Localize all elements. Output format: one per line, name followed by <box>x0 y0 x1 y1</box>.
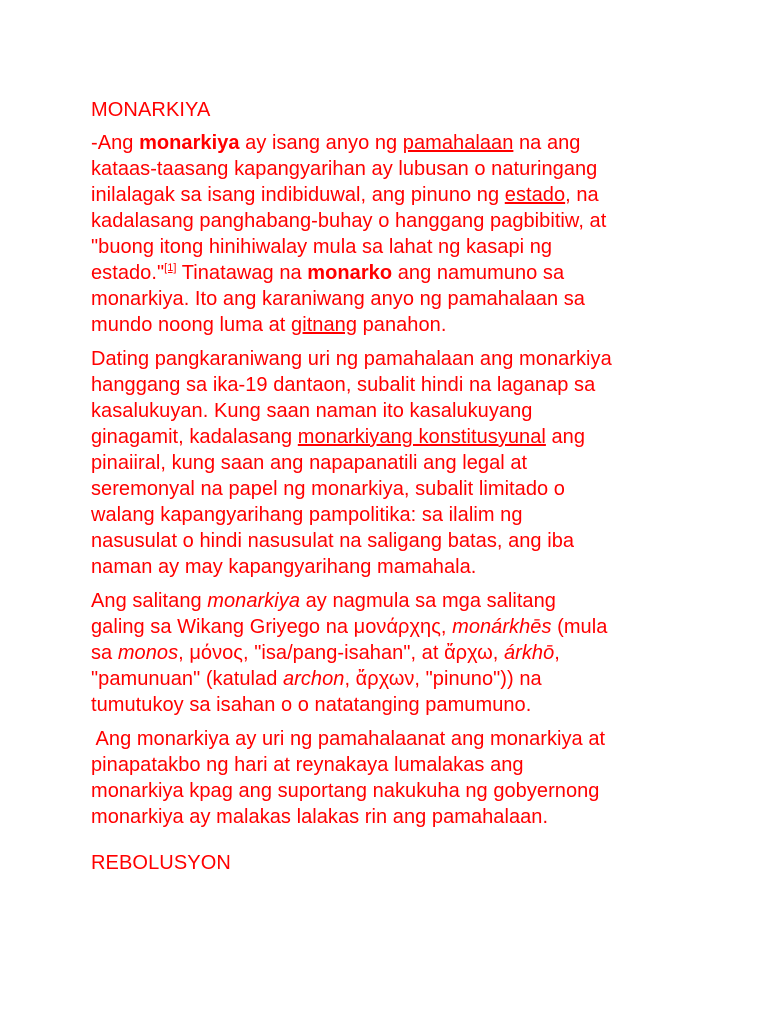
heading-rebolusyon: REBOLUSYON <box>91 852 231 874</box>
p1-line-3 <box>91 182 691 208</box>
italic-term-archon: archon <box>283 668 345 690</box>
p1-line-2: kataas-taasang kapangyarihan ay lubusan o naturingang <box>91 158 598 180</box>
link-pamahalaan[interactable]: pamahalaan <box>402 132 514 154</box>
italic-term-arkho: árkhō <box>504 642 555 664</box>
p1-line-6 <box>91 260 691 286</box>
p1-line-7: monarkiya. Ito ang karaniwang anyo ng pamahalaan sa <box>91 288 585 310</box>
citation-link-1[interactable]: [1] <box>164 262 177 274</box>
text: Tinatawag na <box>176 262 308 284</box>
p3-line-5: tumutukoy sa isahan o o natatanging pamumuno. <box>91 694 532 716</box>
text: (mula <box>551 616 608 638</box>
text: estado." <box>91 262 165 284</box>
text: Ang salitang <box>91 590 208 612</box>
p2-line-7: walang kapangyarihang pampolitika: sa ilalim ng <box>91 504 523 526</box>
italic-term-monarkiya: monarkiya <box>207 590 301 612</box>
p1-line-4: kadalasang panghabang-buhay o hanggang pagbibitiw, at <box>91 210 607 232</box>
p3-line-2 <box>91 614 691 640</box>
p2-line-6: seremonyal na papel ng monarkiya, subalit limitado o <box>91 478 565 500</box>
text: panahon. <box>357 314 447 336</box>
text: , μόνος, "isa/pang-isahan", at ἄρχω, <box>178 642 504 664</box>
text: inilalagak sa isang indibiduwal, ang pinuno ng <box>91 184 505 206</box>
bold-term-monarkiya: monarkiya <box>139 132 240 154</box>
paragraph-4 <box>91 726 691 830</box>
text: , ἄρχων, "pinuno")) na <box>344 668 542 690</box>
text: na ang <box>513 132 581 154</box>
text: mundo noong luma at <box>91 314 292 336</box>
p2-line-4 <box>91 424 691 450</box>
paragraph-1 <box>91 130 691 338</box>
text: ay isang anyo ng <box>239 132 403 154</box>
bold-term-monarko: monarko <box>307 262 393 284</box>
p2-line-3: kasalukuyan. Kung saan naman ito kasalukuyang <box>91 400 533 422</box>
p2-line-8: nasusulat o hindi nasusulat na saligang batas, ang iba <box>91 530 575 552</box>
text: ang namumuno sa <box>392 262 565 284</box>
p4-line-2: pinapatakbo ng hari at reynakaya lumalakas ang <box>91 754 524 776</box>
text: "pamunuan" (katulad <box>91 668 283 690</box>
p4-line-3: monarkiya kpag ang suportang nakukuha ng gobyernong <box>91 780 600 802</box>
p2-line-2: hanggang sa ika-19 dantaon, subalit hindi na laganap sa <box>91 374 596 396</box>
italic-term-monarkhes: monárkhēs <box>452 616 552 638</box>
paragraph-3 <box>91 588 691 718</box>
p3-line-3 <box>91 640 691 666</box>
p2-line-9: naman ay may kapangyarihang mamahala. <box>91 556 477 578</box>
text: , na <box>565 184 599 206</box>
p1-line-8 <box>91 312 691 338</box>
p3-line-4 <box>91 666 691 692</box>
p4-line-1: Ang monarkiya ay uri ng pamahalaanat ang monarkiya at <box>91 728 606 750</box>
text: , <box>554 642 560 664</box>
text: galing sa Wikang Griyego na μονάρχης, <box>91 616 453 638</box>
italic-term-monos: monos <box>117 642 179 664</box>
p1-line-5: "buong itong hinihiwalay mula sa lahat ng kasapi ng <box>91 236 553 258</box>
paragraph-2 <box>91 346 691 580</box>
link-estado[interactable]: estado <box>504 184 566 206</box>
p1-line-1 <box>91 130 691 156</box>
text: ay nagmula sa mga salitang <box>300 590 556 612</box>
text: sa <box>91 642 118 664</box>
text: ang <box>545 426 586 448</box>
document-page <box>91 97 691 883</box>
heading-monarkiya: MONARKIYA <box>91 99 211 121</box>
link-monarkiyang-konstitusyunal[interactable]: monarkiyang konstitusyunal <box>297 426 546 448</box>
link-gitnang[interactable]: gitnang <box>291 314 357 336</box>
p2-line-1: Dating pangkaraniwang uri ng pamahalaan ang monarkiya <box>91 348 612 370</box>
p2-line-5: pinaiiral, kung saan ang napapanatili ang legal at <box>91 452 528 474</box>
p4-line-4: monarkiya ay malakas lalakas rin ang pamahalaan. <box>91 806 549 828</box>
text: ginagamit, kadalasang <box>91 426 298 448</box>
p3-line-1 <box>91 588 691 614</box>
text: -Ang <box>91 132 140 154</box>
